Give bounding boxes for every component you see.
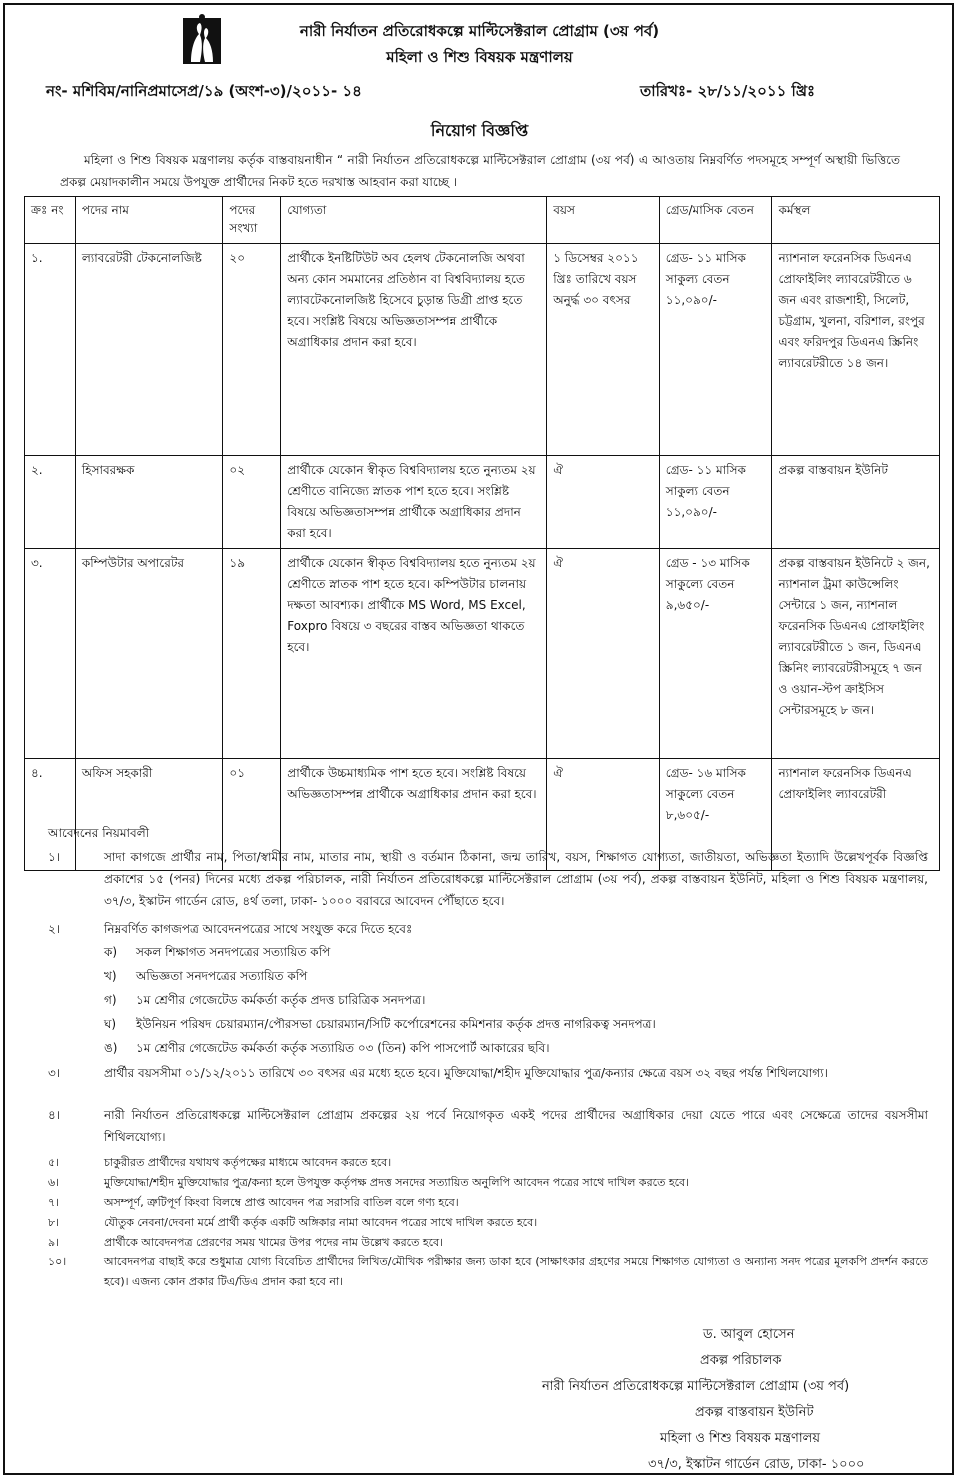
rule-item [48, 1062, 928, 1084]
rule-number: ২। [48, 922, 61, 936]
cell-workplace: ন্যাশনাল ফরেনসিক ডিএনএ প্রোফাইলিং ল্যাবরেটরীতে ৬ জন এবং রাজশাহী, সিলেট, চট্টগ্রাম, খুলনা, বরিশাল, রংপুর এবং ফরিদপুর ডিএনএ স্ক্রিনিং ল্যাবরেটরীতে ১৪ জন। [772, 244, 940, 456]
rule-item [48, 1252, 928, 1292]
cell-serial: ২. [25, 456, 76, 549]
attachment-label: গ) [104, 993, 117, 1007]
signatory-address: ৩৭/৩, ইস্কাটন গার্ডেন রোড, ঢাকা- ১০০০ [648, 1457, 865, 1472]
cell-qualification: প্রার্থীকে যেকোন স্বীকৃত বিশ্ববিদ্যালয় হতে নুন্যতম ২য় শ্রেণীতে বানিজ্যে স্নাতক পাশ হতে হবে। সংশ্লিষ্ট বিষয়ে অভিজ্ঞতাসম্পন্ন প্রার্থীকে অগ্রাধিকার প্রদান করা হবে। [281, 456, 547, 549]
rule-number: ৩। [48, 1066, 61, 1080]
signatory-designation: প্রকল্প পরিচালক [700, 1353, 782, 1368]
posts-table [24, 196, 940, 871]
rule-item [48, 1192, 928, 1214]
cell-grade-salary: গ্রেড- ১১ মাসিক সাকুল্য বেতন ১১,০৯০/- [659, 244, 772, 456]
rule-item [48, 918, 928, 940]
memo-number: নং- মশিবিম/নানিপ্রমাসেপ্র/১৯ (অংশ-৩)/২০১১- ১৪ [46, 82, 362, 100]
cell-post-name: অফিস সহকারী [75, 759, 223, 871]
rule-text: আবেদনপত্র বাছাই করে শুধুমাত্র যোগ্য বিবেচিত প্রার্থীদের লিখিত/মৌখিক পরীক্ষার জন্য ডাকা হবে (সাক্ষাৎকার গ্রহণের সময়ে শিক্ষাগত যোগ্যতা ও অন্যান্য সনদ পত্রের মূলকপি প্রদর্শন করতে হবে)। এজন্য কোন প্রকার টিএ/ডিএ প্রদান করা হবে না। [104, 1255, 928, 1288]
signatory-ministry: মহিলা ও শিশু বিষয়ক মন্ত্রণালয় [660, 1431, 821, 1446]
cell-post-name: ল্যাবরেটরী টেকনোলজিষ্ট [75, 244, 223, 456]
cell-serial: ৩. [25, 549, 76, 759]
cell-workplace: প্রকল্প বাস্তবায়ন ইউনিট [772, 456, 940, 549]
cell-grade-salary: গ্রেড- ১১ মাসিক সাকুল্য বেতন ১১,০৯০/- [659, 456, 772, 549]
rule-item [48, 1104, 928, 1148]
col-qualification: যোগ্যতা [281, 197, 547, 244]
cell-age: ঐ [547, 456, 660, 549]
col-serial: ক্রঃ নং [25, 197, 76, 244]
attachment-item [104, 944, 330, 964]
cell-age: ঐ [547, 549, 660, 759]
col-workplace: কর্মস্থল [772, 197, 940, 244]
signatory-name: ড. আবুল হোসেন [703, 1327, 795, 1342]
rule-text: চাকুরীরত প্রার্থীদের যথাযথ কর্তৃপক্ষের মাধ্যমে আবেদন করতে হবে। [104, 1156, 392, 1169]
rules-heading: আবেদনের নিয়মাবলী [48, 826, 150, 840]
attachment-item [104, 1016, 656, 1036]
attachment-text: সকল শিক্ষাগত সনদপত্রের সত্যায়িত কপি [136, 945, 331, 959]
attachment-item [104, 1040, 550, 1060]
cell-serial: ৪. [25, 759, 76, 871]
cell-workplace: প্রকল্প বাস্তবায়ন ইউনিটে ২ জন, ন্যাশনাল ট্রমা কাউন্সেলিং সেন্টারে ১ জন, ন্যাশনাল ফরেনসিক ডিএনএ প্রোফাইলিং ল্যাবরেটরীতে ১ জন, ডিএনএ স্ক্রিনিং ল্যাবরেটরীসমূহে ৭ জন ও ওয়ান-স্টপ ক্রাইসিস সেন্টারসমূহে ৮ জন। [772, 549, 940, 759]
cell-serial: ১. [25, 244, 76, 456]
attachment-label: ক) [104, 945, 118, 959]
attachment-text: ১ম শ্রেণীর গেজেটেড কর্মকর্তা কর্তৃক প্রদত্ত চারিত্রিক সনদপত্র। [136, 993, 426, 1007]
attachment-label: ঘ) [104, 1017, 117, 1031]
rule-item [48, 1232, 928, 1254]
notice-title: নিয়োগ বিজ্ঞপ্তি [430, 121, 529, 140]
cell-workplace: ন্যাশনাল ফরেনসিক ডিএনএ প্রোফাইলিং ল্যাবরেটরী [772, 759, 940, 871]
attachment-label: ঙ) [104, 1041, 118, 1055]
rule-item [48, 1152, 928, 1174]
rule-text: সাদা কাগজে প্রার্থীর নাম, পিতা/স্বামীর নাম, মাতার নাম, স্থায়ী ও বর্তমান ঠিকানা, জন্ম তারিখ, বয়স, শিক্ষাগত যোগ্যতা, জাতীয়তা, অভিজ্ঞতা ইত্যাদি উল্লেখপূর্বক বিজ্ঞপ্তি প্রকাশের ১৫ (পনর) দিনের মধ্যে প্রকল্প পরিচালক, নারী নির্যাতন প্রতিরোধকল্পে মাল্টিসেক্টরাল প্রোগ্রাম (৩য় পর্ব), প্রকল্প বাস্তবায়ন ইউনিট, মহিলা ও শিশু বিষয়ক মন্ত্রণালয়, ৩৭/৩, ইস্কাটন গার্ডেন রোড, ৪র্থ তলা, ঢাকা- ১০০০ বরাবরে আবেদন পৌঁছাতে হবে। [104, 850, 928, 908]
cell-qualification: প্রার্থীকে ইনষ্টিটিউট অব হেলথ টেকনোলজি অথবা অন্য কোন সমমানের প্রতিষ্ঠান বা বিশ্ববিদ্যালয় হতে ল্যাবটেকনোলজিষ্ট হিসেবে চুড়ান্ত ডিগ্রী প্রাপ্ত হতে হবে। সংশ্লিষ্ট বিষয়ে অভিজ্ঞতাসম্পন্ন প্রার্থীকে অগ্রাধিকার প্রদান করা হবে। [281, 244, 547, 456]
cell-grade-salary: গ্রেড - ১৩ মাসিক সাকুল্যে বেতন ৯,৬৫০/- [659, 549, 772, 759]
rule-text: নিম্নবর্ণিত কাগজপত্র আবেদনপত্রের সাথে সংযুক্ত করে দিতে হবেঃ [104, 922, 413, 936]
rule-number: ১। [48, 850, 61, 864]
rule-number: ৪। [48, 1108, 61, 1122]
col-grade-salary: গ্রেড/মাসিক বেতন [659, 197, 772, 244]
cell-post-name: কম্পিউটার অপারেটর [75, 549, 223, 759]
cell-qualification: প্রার্থীকে যেকোন স্বীকৃত বিশ্ববিদ্যালয় হতে নুন্যতম ২য় শ্রেণীতে স্নাতক পাশ হতে হবে। কম্পিউটার চালনায় দক্ষতা আবশ্যক। প্রার্থীকে MS Word, MS Excel, Foxpro বিষয়ে ৩ বছরের বাস্তব অভিজ্ঞতা থাকতে হবে। [281, 549, 547, 759]
col-age: বয়স [547, 197, 660, 244]
col-post-name: পদের নাম [75, 197, 223, 244]
cell-post-count: ০১ [223, 759, 281, 871]
rule-number: ৮। [48, 1216, 60, 1229]
cell-post-count: ০২ [223, 456, 281, 549]
cell-age: ঐ [547, 759, 660, 871]
attachment-item [104, 968, 307, 988]
memo-date: তারিখঃ- ২৮/১১/২০১১ খ্রিঃ [640, 82, 815, 100]
signatory-unit: প্রকল্প বাস্তবায়ন ইউনিট [695, 1405, 814, 1420]
rule-text: প্রার্থীর বয়সসীমা ০১/১২/২০১১ তারিখে ৩০ বৎসর এর মধ্যে হতে হবে। মুক্তিযোদ্ধা/শহীদ মুক্তিযোদ্ধার পুত্র/কন্যার ক্ষেত্রে বয়স ৩২ বছর পর্যন্ত শিথিলযোগ্য। [104, 1066, 828, 1080]
rule-item [48, 1212, 928, 1234]
rule-number: ১০। [48, 1255, 67, 1268]
cell-post-count: ২০ [223, 244, 281, 456]
attachment-text: ইউনিয়ন পরিষদ চেয়ারম্যান/পৌরসভা চেয়ারম্যান/সিটি কর্পোরেশনের কমিশনার কর্তৃক প্রদত্ত নাগরিকত্ব সনদপত্র। [136, 1017, 656, 1031]
rule-item [48, 1172, 928, 1194]
rule-text: প্রার্থীকে আবেদনপত্র প্রেরণের সময় খামের উপর পদের নাম উল্লেখ করতে হবে। [104, 1236, 444, 1249]
col-post-count: পদের সংখ্যা [223, 197, 281, 244]
cell-age: ১ ডিসেম্বর ২০১১ খ্রিঃ তারিখে বয়স অনুর্দ্ধ ৩০ বৎসর [547, 244, 660, 456]
attachment-text: ১ম শ্রেণীর গেজেটেড কর্মকর্তা কর্তৃক সত্যায়িত ০৩ (তিন) কপি পাসপোর্ট আকারের ছবি। [136, 1041, 550, 1055]
intro-paragraph: মহিলা ও শিশু বিষয়ক মন্ত্রণালয় কর্তৃক বাস্তবায়নাধীন “ নারী নির্যাতন প্রতিরোধকল্পে মাল্টিসেক্টরাল প্রোগ্রাম (৩য় পর্ব) এ আওতায় নিম্নবর্ণিত পদসমূহে সম্পূর্ণ অস্থায়ী ভিত্তিতে প্রকল্প মেয়াদকালীন সময়ে উপযুক্ত প্রার্থীদের নিকট হতে দরখাস্ত আহবান করা যাচ্ছে । [60, 153, 900, 189]
program-title: নারী নির্যাতন প্রতিরোধকল্পে মাল্টিসেক্টরাল প্রোগ্রাম (৩য় পর্ব) [299, 22, 660, 40]
cell-grade-salary: গ্রেড- ১৬ মাসিক সাকুল্যে বেতন ৮,৬০৫/- [659, 759, 772, 871]
table-row [25, 244, 940, 456]
rule-text: অসম্পূর্ণ, ত্রুটিপূর্ণ কিংবা বিলম্বে প্রাপ্ত আবেদন পত্র সরাসরি বাতিল বলে গণ্য হবে। [104, 1196, 459, 1209]
attachment-text: অভিজ্ঞতা সনদপত্রের সত্যায়িত কপি [136, 969, 308, 983]
rule-text: যৌতুক নেবনা/দেবনা মর্মে প্রার্থী কর্তৃক একটি অঙ্গিকার নামা আবেদন পত্রের সাথে দাখিল করতে হবে। [104, 1216, 538, 1229]
ministry-title: মহিলা ও শিশু বিষয়ক মন্ত্রণালয় [386, 48, 573, 66]
rule-number: ৬। [48, 1176, 60, 1189]
rule-item [48, 846, 928, 912]
rule-number: ৯। [48, 1236, 60, 1249]
table-row [25, 549, 940, 759]
cell-post-name: হিসাবরক্ষক [75, 456, 223, 549]
attachment-item [104, 992, 425, 1012]
table-row [25, 456, 940, 549]
rule-number: ৫। [48, 1156, 60, 1169]
signatory-program: নারী নির্যাতন প্রতিরোধকল্পে মাল্টিসেক্টরাল প্রোগ্রাম (৩য় পর্ব) [542, 1379, 850, 1394]
cell-post-count: ১৯ [223, 549, 281, 759]
rule-number: ৭। [48, 1196, 60, 1209]
table-header-row [25, 197, 940, 244]
cell-qualification: প্রার্থীকে উচ্চমাধ্যমিক পাশ হতে হবে। সংশ্লিষ্ট বিষয়ে অভিজ্ঞতাসম্পন্ন প্রার্থীকে অগ্রাধিকার প্রদান করা হবে। [281, 759, 547, 871]
attachment-label: খ) [104, 969, 117, 983]
rule-text: নারী নির্যাতন প্রতিরোধকল্পে মাল্টিসেক্টরাল প্রোগ্রাম প্রকল্পের ২য় পর্বে নিয়োগকৃত একই পদের প্রার্থীদের অগ্রাধিকার দেয়া যেতে পারে এবং সেক্ষেত্রে তাদের বয়সসীমা শিথিলযোগ্য। [104, 1108, 928, 1144]
rule-text: মুক্তিযোদ্ধা/শহীদ মুক্তিযোদ্ধার পুত্র/কন্যা হলে উপযুক্ত কর্তৃপক্ষ প্রদত্ত সনদের সত্যায়িত অনুলিপি আবেদন পত্রের সাথে দাখিল করতে হবে। [104, 1176, 690, 1189]
